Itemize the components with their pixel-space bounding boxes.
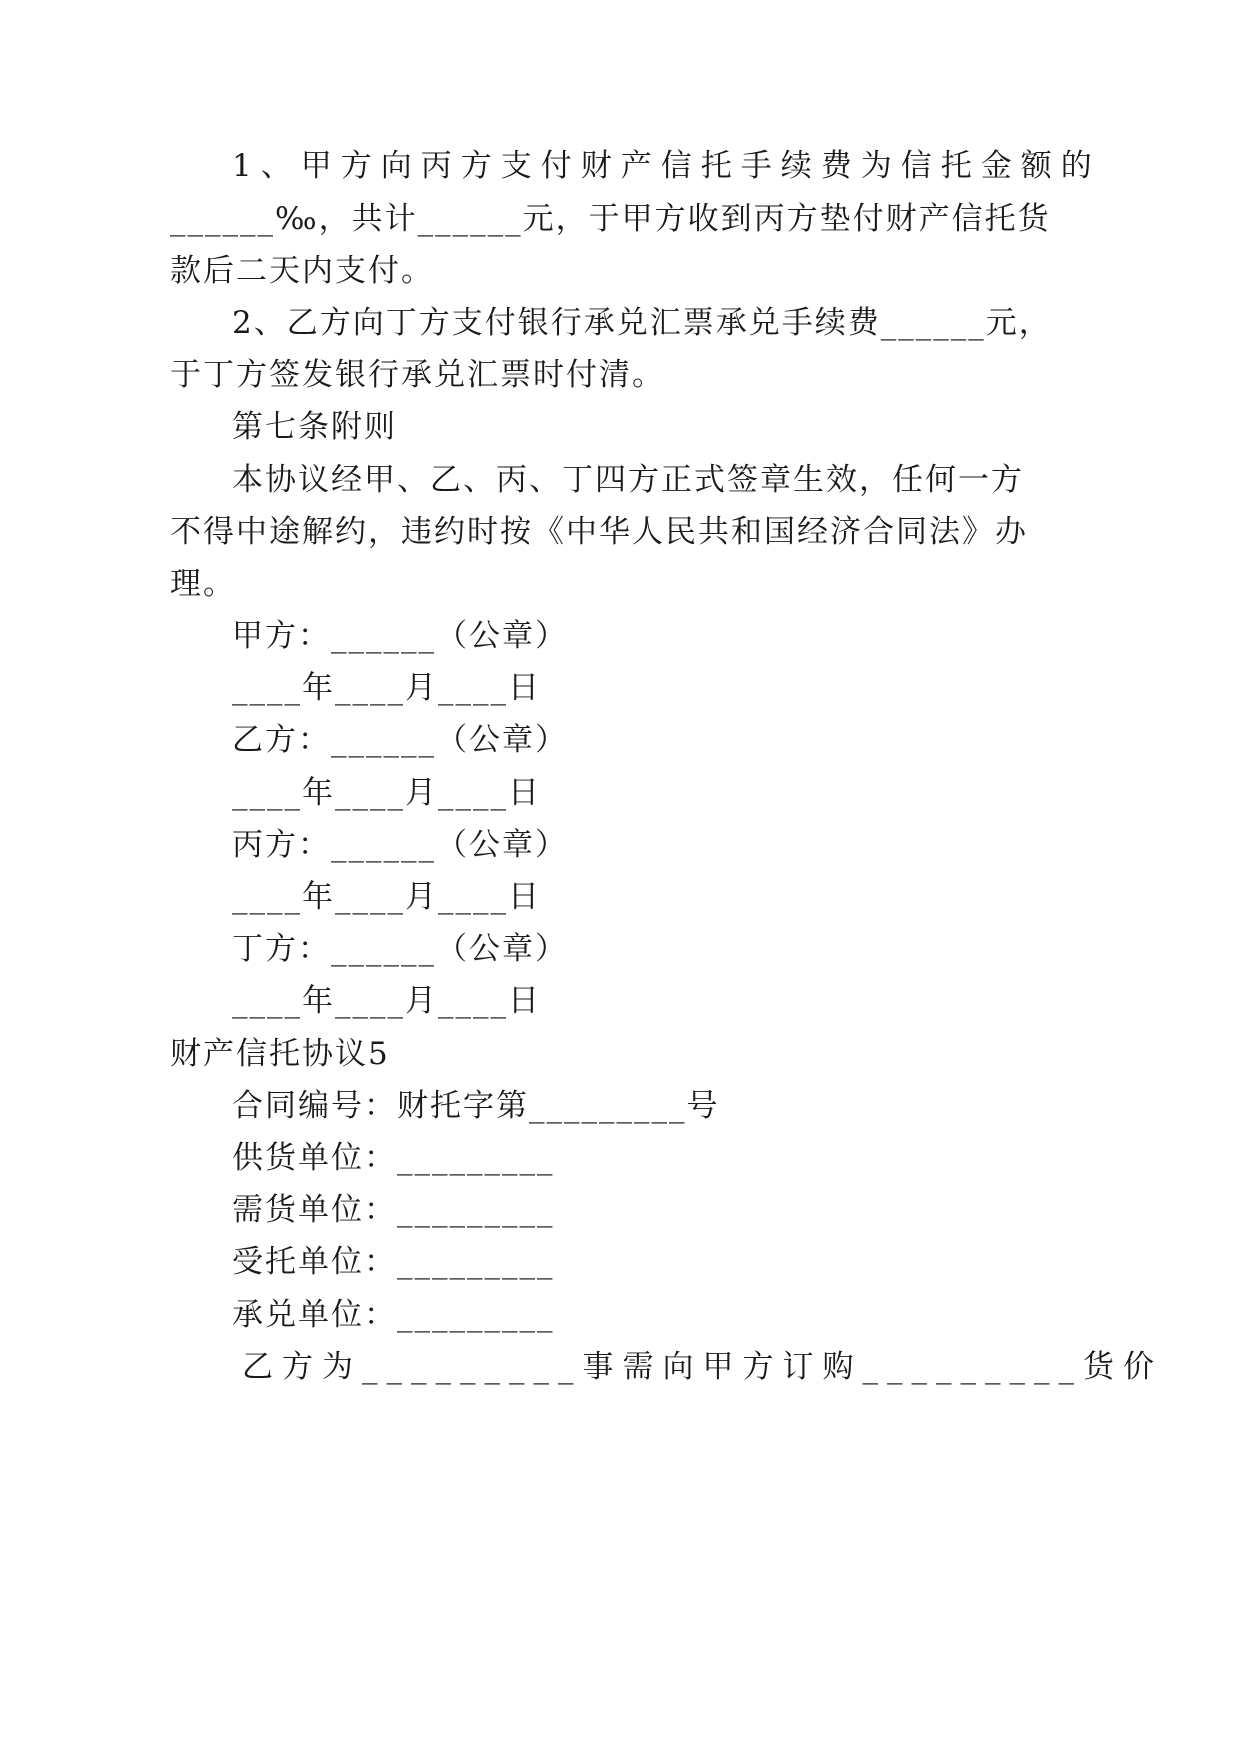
trustee-field: 受托单位：_________ <box>232 1244 555 1280</box>
signature-party-b: 乙方：______（公章） <box>232 722 568 758</box>
signature-date-c: ____年____月____日 <box>232 879 541 915</box>
supplier-field: 供货单位：_________ <box>232 1140 555 1176</box>
paragraph-line: 于丁方签发银行承兑汇票时付清。 <box>170 357 665 393</box>
contract-number: 合同编号：财托字第_________号 <box>232 1088 720 1124</box>
signature-party-d: 丁方：______（公章） <box>232 931 568 967</box>
paragraph-line: 本协议经甲、乙、丙、丁四方正式签章生效，任何一方 <box>232 462 1024 498</box>
signature-date-b: ____年____月____日 <box>232 775 541 811</box>
buyer-field: 需货单位：_________ <box>232 1192 555 1228</box>
paragraph-line: ______‰，共计______元，于甲方收到丙方垫付财产信托货 <box>170 201 1051 237</box>
paragraph-line: 款后二天内支付。 <box>170 253 434 289</box>
paragraph-line: 理。 <box>170 566 236 602</box>
paragraph-line: 乙方为_________事需向甲方订购_________货价 <box>242 1349 1163 1385</box>
signature-party-a: 甲方：______（公章） <box>232 618 568 654</box>
paragraph-line: 不得中途解约，违约时按《中华人民共和国经济合同法》办 <box>170 514 1028 550</box>
signature-date-d: ____年____月____日 <box>232 983 541 1019</box>
paragraph-line: 1、甲方向丙方支付财产信托手续费为信托金额的 <box>232 148 1101 184</box>
article-heading: 第七条附则 <box>232 409 397 445</box>
paragraph-line: 2、乙方向丁方支付银行承兑汇票承兑手续费______元， <box>232 305 1052 341</box>
signature-party-c: 丙方：______（公章） <box>232 827 568 863</box>
signature-date-a: ____年____月____日 <box>232 670 541 706</box>
section-title: 财产信托协议5 <box>170 1036 390 1072</box>
acceptor-field: 承兑单位：_________ <box>232 1297 555 1333</box>
